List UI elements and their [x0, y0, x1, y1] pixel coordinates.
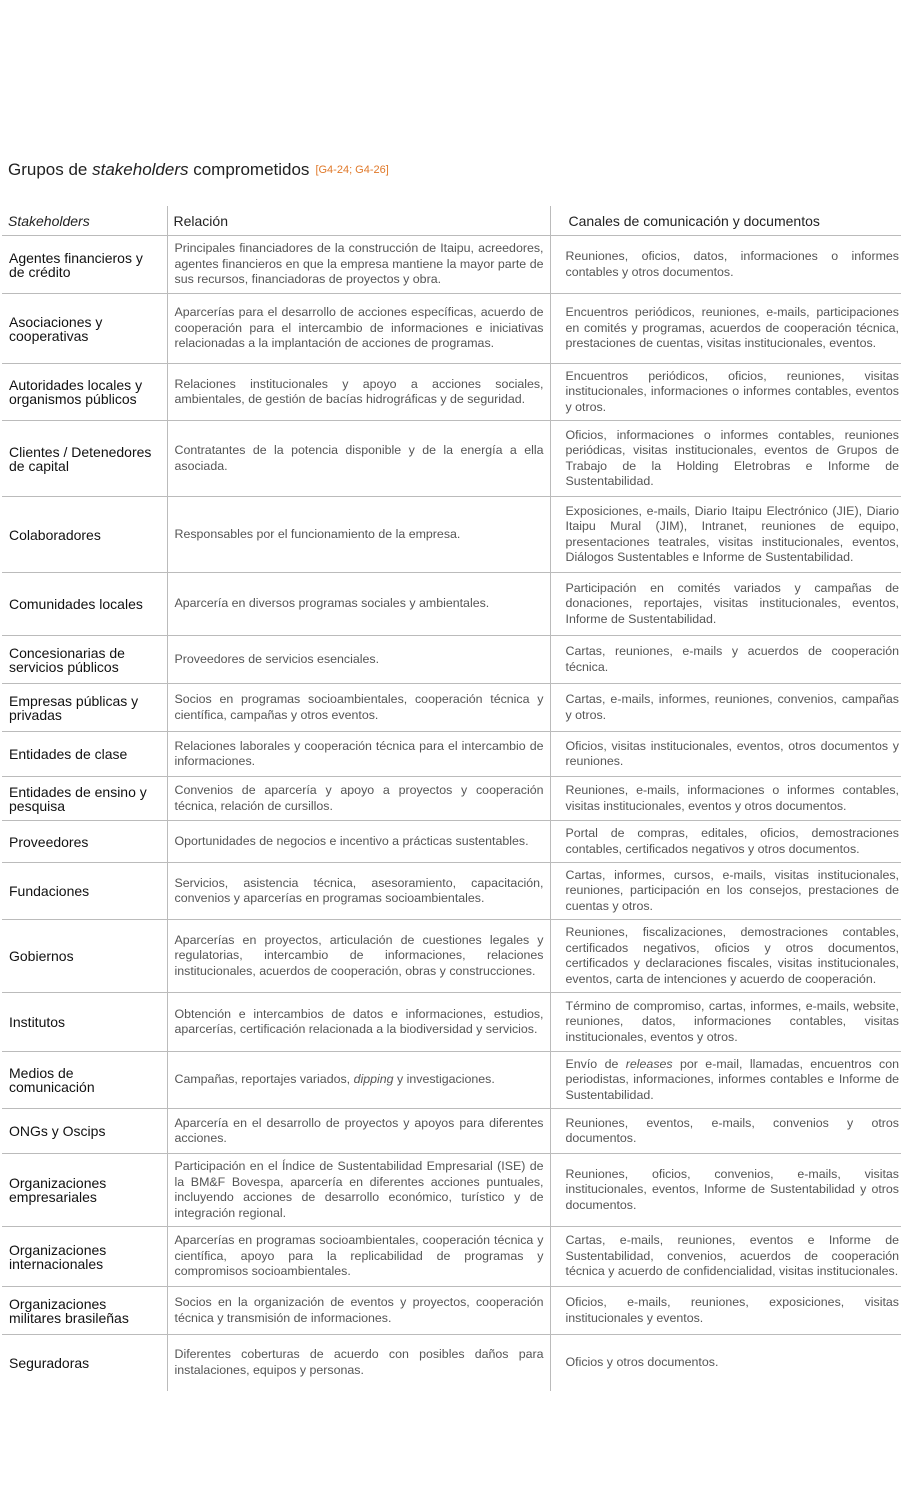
table-row: [2, 732, 901, 777]
table-row: [2, 294, 901, 364]
relation-text: Contratantes de la potencia disponible y de la energía a ella asociada.: [167, 421, 550, 497]
channels-text: Oficios, informaciones o informes contables, reuniones periódicas, visitas institucionales, eventos de Grupos de Trabajo de la Holding Eletrobras e Informe de Sustentabilidad.: [550, 421, 901, 497]
table-row: [2, 1335, 901, 1391]
channels-text: Reuniones, oficios, datos, informaciones o informes contables y otros documentos.: [550, 236, 901, 294]
table-row: [2, 421, 901, 497]
channels-text: Oficios, e-mails, reuniones, exposiciones, visitas institucionales y eventos.: [550, 1287, 901, 1335]
stakeholder-name: Clientes / Detenedores de capital: [2, 421, 167, 497]
channels-text: Reuniones, e-mails, informaciones o informes contables, visitas institucionales, eventos y otros documentos.: [550, 777, 901, 821]
page-title: [8, 160, 389, 180]
relation-text: Principales financiadores de la construcción de Itaipu, acreedores, agentes financieros en que la empresa mantiene la mayor parte de sus recursos, financiadoras de proyectos y obra.: [167, 236, 550, 294]
channels-text: Cartas, informes, cursos, e-mails, visitas institucionales, reuniones, participación en los consejos, prestaciones de cuentas y otros.: [550, 863, 901, 920]
table-row: [2, 777, 901, 821]
stakeholder-name: Concesionarias de servicios públicos: [2, 636, 167, 684]
table-row: [2, 364, 901, 421]
channels-text: Reuniones, fiscalizaciones, demostraciones contables, certificados negativos, oficios y otros documentos, certificados y declaraciones fiscales, visitas institucionales, eventos, carta de intenciones y acuerdo de cooperación.: [550, 920, 901, 993]
relation-text: Diferentes coberturas de acuerdo con posibles daños para instalaciones, equipos y personas.: [167, 1335, 550, 1391]
stakeholder-name: Organizaciones empresariales: [2, 1154, 167, 1227]
table-row: [2, 497, 901, 573]
relation-text: Relaciones institucionales y apoyo a acciones sociales, ambientales, de gestión de bacías hidrográficas y de seguridad.: [167, 364, 550, 421]
gri-reference: [G4-24; G4-26]: [315, 164, 389, 176]
stakeholder-name: Organizaciones militares brasileñas: [2, 1287, 167, 1335]
stakeholder-name: Empresas públicas y privadas: [2, 684, 167, 732]
title-prefix: Grupos de: [8, 160, 93, 179]
channels-text: Exposiciones, e-mails, Diario Itaipu Electrónico (JIE), Diario Itaipu Mural (JIM), Intranet, reuniones de equipo, presentaciones teatrales, visitas institucionales, eventos, Diálogos Sustentables e Informe de Sustentabilidad.: [550, 497, 901, 573]
relation-text: Responsables por el funcionamiento de la empresa.: [167, 497, 550, 573]
relation-text: Oportunidades de negocios e incentivo a prácticas sustentables.: [167, 821, 550, 863]
header-canales: Canales de comunicación y documentos: [550, 206, 901, 236]
title-italic-word: stakeholders: [92, 160, 189, 179]
table-row: [2, 573, 901, 636]
relation-text-part: Campañas, reportajes variados,: [174, 1072, 354, 1087]
channels-text: Participación en comités variados y campañas de donaciones, reportajes, visitas institucionales, eventos, Informe de Sustentabilidad.: [550, 573, 901, 636]
stakeholder-name: Proveedores: [2, 821, 167, 863]
channels-text: Encuentros periódicos, oficios, reuniones, visitas institucionales, informaciones o informes contables, eventos y otros.: [550, 364, 901, 421]
table-row: [2, 920, 901, 993]
stakeholder-name: Medios de comunicación: [2, 1052, 167, 1109]
channels-text: Oficios y otros documentos.: [550, 1335, 901, 1391]
relation-text-part: dipping: [353, 1072, 394, 1087]
channels-text-part: Envío de: [565, 1056, 626, 1071]
table-row: [2, 684, 901, 732]
table-body: [2, 236, 901, 1391]
table-header-row: [2, 206, 901, 236]
stakeholder-name: Agentes financieros y de crédito: [2, 236, 167, 294]
channels-text: Reuniones, eventos, e-mails, convenios y otros documentos.: [550, 1109, 901, 1154]
relation-text: Proveedores de servicios esenciales.: [167, 636, 550, 684]
table-row: [2, 993, 901, 1052]
stakeholder-name: Fundaciones: [2, 863, 167, 920]
relation-text: Aparcerías en programas socioambientales, cooperación técnica y científica, apoyo para la replicabilidad de programas y compromisos socioambientales.: [167, 1227, 550, 1287]
relation-text: Relaciones laborales y cooperación técnica para el intercambio de informaciones.: [167, 732, 550, 777]
table-row: [2, 1227, 901, 1287]
table-row: [2, 236, 901, 294]
relation-text-part: y investigaciones.: [393, 1072, 495, 1087]
relation-text: Aparcería en el desarrollo de proyectos y apoyos para diferentes acciones.: [167, 1109, 550, 1154]
channels-text: Cartas, reuniones, e-mails y acuerdos de cooperación técnica.: [550, 636, 901, 684]
table-row: [2, 1287, 901, 1335]
channels-text: Encuentros periódicos, reuniones, e-mails, participaciones en comités y programas, acuerdos de cooperación técnica, prestaciones de cuentas, visitas institucionales, eventos.: [550, 294, 901, 364]
stakeholder-name: Comunidades locales: [2, 573, 167, 636]
title-suffix: comprometidos: [188, 160, 310, 179]
stakeholder-name: Autoridades locales y organismos públicos: [2, 364, 167, 421]
header-stakeholders: Stakeholders: [2, 206, 167, 236]
relation-text: Socios en la organización de eventos y proyectos, cooperación técnica y transmisión de informaciones.: [167, 1287, 550, 1335]
header-relacion: Relación: [167, 206, 550, 236]
stakeholder-name: Entidades de ensino y pesquisa: [2, 777, 167, 821]
stakeholder-name: Asociaciones y cooperativas: [2, 294, 167, 364]
channels-text: Oficios, visitas institucionales, eventos, otros documentos y reuniones.: [550, 732, 901, 777]
channels-text: Reuniones, oficios, convenios, e-mails, visitas institucionales, eventos, Informe de Sustentabilidad y otros documentos.: [550, 1154, 901, 1227]
channels-text: Cartas, e-mails, reuniones, eventos e Informe de Sustentabilidad, convenios, acuerdos de cooperación técnica y acuerdo de confidencialidad, visitas institucionales.: [550, 1227, 901, 1287]
stakeholders-table: [2, 206, 901, 1391]
table-row: [2, 863, 901, 920]
stakeholder-name: ONGs y Oscips: [2, 1109, 167, 1154]
channels-text: Cartas, e-mails, informes, reuniones, convenios, campañas y otros.: [550, 684, 901, 732]
channels-text: Portal de compras, editales, oficios, demostraciones contables, certificados negativos y otros documentos.: [550, 821, 901, 863]
stakeholder-name: Entidades de clase: [2, 732, 167, 777]
relation-text: Servicios, asistencia técnica, asesoramiento, capacitación, convenios y aparcerías en programas socioambientales.: [167, 863, 550, 920]
relation-text: Obtención e intercambios de datos e informaciones, estudios, aparcerías, certificación relacionada a la biodiversidad y servicios.: [167, 993, 550, 1052]
stakeholder-name: Colaboradores: [2, 497, 167, 573]
relation-text: Aparcería en diversos programas sociales y ambientales.: [167, 573, 550, 636]
table-row: [2, 636, 901, 684]
table-row: [2, 821, 901, 863]
relation-text: [167, 1052, 550, 1109]
channels-text: [550, 1052, 901, 1109]
channels-text-part: por e-mail, llamadas, encuentros con periodistas, informaciones, informes contables e Informe de Sustentabilidad.: [565, 1056, 899, 1102]
relation-text: Aparcerías para el desarrollo de acciones específicas, acuerdo de cooperación para el intercambio de informaciones e iniciativas relacionadas a la implantación de acciones de programas.: [167, 294, 550, 364]
table-row: [2, 1109, 901, 1154]
stakeholder-name: Organizaciones internacionales: [2, 1227, 167, 1287]
channels-text-part: releases: [625, 1056, 673, 1071]
relation-text: Socios en programas socioambientales, cooperación técnica y científica, campañas y otros eventos.: [167, 684, 550, 732]
channels-text: Término de compromiso, cartas, informes, e-mails, website, reuniones, datos, informaciones contables, visitas institucionales, eventos y otros.: [550, 993, 901, 1052]
stakeholder-name: Gobiernos: [2, 920, 167, 993]
relation-text: Aparcerías en proyectos, articulación de cuestiones legales y regulatorias, intercambio de informaciones, relaciones institucionales, acuerdos de cooperación, obras y construcciones.: [167, 920, 550, 993]
stakeholder-name: Institutos: [2, 993, 167, 1052]
stakeholder-name: Seguradoras: [9, 1354, 90, 1371]
table-row: [2, 1154, 901, 1227]
table-row: [2, 1052, 901, 1109]
relation-text: Participación en el Índice de Sustentabilidad Empresarial (ISE) de la BM&F Bovespa, aparcería en diferentes acciones puntuales, incluyendo acciones de desarrollo económico, turístico y de integración regional.: [167, 1154, 550, 1227]
relation-text: Convenios de aparcería y apoyo a proyectos y cooperación técnica, relación de cursillos.: [167, 777, 550, 821]
